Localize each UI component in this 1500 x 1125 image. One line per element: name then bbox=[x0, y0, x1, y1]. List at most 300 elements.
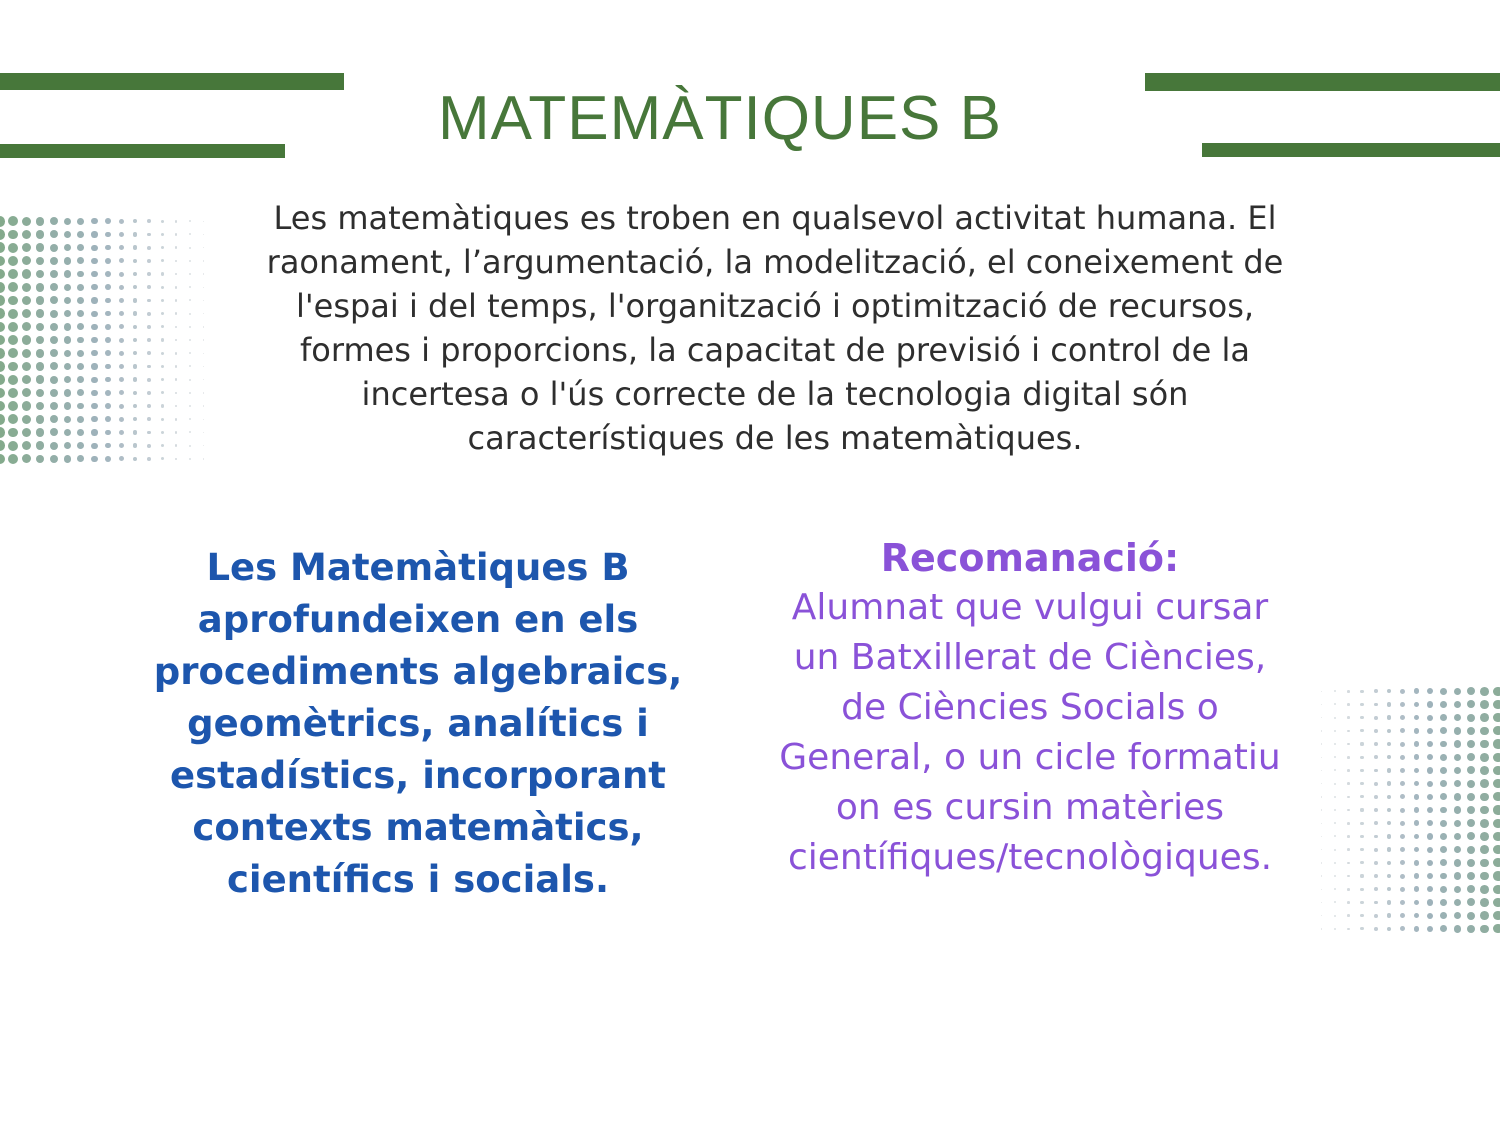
decorative-dot bbox=[1454, 793, 1461, 800]
decorative-dot bbox=[0, 322, 5, 333]
decorative-dot bbox=[1440, 767, 1447, 774]
decorative-dot bbox=[22, 349, 31, 358]
decorative-dot bbox=[50, 283, 58, 291]
decorative-dot bbox=[1321, 823, 1322, 824]
decorative-dot bbox=[22, 269, 31, 278]
decorative-dot bbox=[105, 298, 111, 304]
decorative-dot bbox=[8, 414, 18, 424]
decorative-dot bbox=[22, 388, 31, 397]
decorative-dot bbox=[133, 364, 137, 368]
decorative-dot bbox=[189, 299, 191, 301]
decorative-dot bbox=[133, 338, 137, 342]
decorative-dot bbox=[1360, 848, 1363, 851]
decorative-dot bbox=[50, 310, 58, 318]
intro-line: raonament, l’argumentació, la modelització, el coneixement de bbox=[266, 243, 1284, 281]
decorative-dot bbox=[105, 443, 111, 449]
decorative-dot bbox=[1414, 820, 1420, 826]
decorative-dot bbox=[147, 351, 151, 355]
decorative-dot bbox=[91, 231, 97, 237]
decorative-dot bbox=[1440, 912, 1447, 919]
decorative-dot bbox=[1454, 912, 1461, 919]
decorative-dot bbox=[91, 350, 97, 356]
decorative-dot bbox=[1440, 833, 1447, 840]
decorative-dot bbox=[189, 352, 191, 354]
decorative-dot bbox=[105, 377, 111, 383]
decorative-dot bbox=[161, 272, 164, 275]
decorative-dot bbox=[36, 243, 45, 252]
decorative-dot bbox=[189, 458, 191, 460]
decorative-dot bbox=[22, 309, 31, 318]
decorative-dot bbox=[64, 336, 71, 343]
decorative-dot bbox=[36, 455, 45, 464]
decorative-dot bbox=[8, 230, 18, 240]
decorative-dot bbox=[1440, 873, 1447, 880]
decorative-dot bbox=[1374, 848, 1378, 852]
decorative-dot bbox=[1493, 687, 1500, 696]
decorative-dot bbox=[1454, 846, 1461, 853]
decorative-dot bbox=[1414, 715, 1420, 721]
page-title: MATEMÀTIQUES B bbox=[437, 84, 1002, 153]
decorative-dot bbox=[1334, 796, 1336, 798]
decorative-dot bbox=[1387, 927, 1391, 931]
decorative-dot bbox=[50, 362, 58, 370]
decorative-dot bbox=[1480, 819, 1489, 828]
decorative-dot bbox=[1493, 845, 1500, 854]
decorative-dot bbox=[1347, 743, 1350, 746]
decorative-dot bbox=[1387, 887, 1391, 891]
decorative-dot bbox=[1347, 769, 1350, 772]
decorative-dot bbox=[50, 376, 58, 384]
decorative-dot bbox=[8, 309, 18, 319]
decorative-dot bbox=[175, 339, 178, 342]
decorative-dot bbox=[1414, 847, 1420, 853]
decorative-dot bbox=[189, 273, 191, 275]
decorative-dot bbox=[1400, 900, 1405, 905]
decorative-dot bbox=[64, 218, 71, 225]
decorative-dot bbox=[50, 270, 58, 278]
decorative-dot bbox=[64, 455, 71, 462]
decorative-dot bbox=[1387, 861, 1391, 865]
decorative-dot bbox=[105, 232, 111, 238]
decorative-dot bbox=[119, 377, 124, 382]
decorative-dot bbox=[1414, 781, 1420, 787]
decorative-dot bbox=[1334, 743, 1336, 745]
decorative-dot bbox=[119, 351, 124, 356]
decorative-dot bbox=[1414, 913, 1420, 919]
decorative-dot bbox=[1347, 875, 1350, 878]
decorative-dot bbox=[91, 218, 97, 224]
decorative-dot bbox=[1387, 913, 1391, 917]
decorative-dot bbox=[105, 416, 111, 422]
decorative-dot bbox=[1321, 836, 1322, 837]
decorative-dot bbox=[1414, 754, 1420, 760]
decorative-dot bbox=[91, 363, 97, 369]
decorative-dot bbox=[36, 296, 45, 305]
decorative-dot bbox=[147, 417, 151, 421]
decorative-dot bbox=[1493, 766, 1500, 775]
decorative-dot bbox=[91, 443, 97, 449]
decorative-dot bbox=[1414, 873, 1420, 879]
decorative-dot bbox=[1480, 793, 1489, 802]
decorative-dot bbox=[50, 455, 58, 463]
decorative-dot bbox=[147, 312, 151, 316]
decorative-dot bbox=[1400, 715, 1405, 720]
decorative-dot bbox=[77, 284, 84, 291]
decorative-dot bbox=[77, 337, 84, 344]
decorative-dot bbox=[1347, 703, 1350, 706]
decorative-dot bbox=[8, 375, 18, 385]
decorative-dot bbox=[1374, 795, 1378, 799]
decorative-dot bbox=[1400, 847, 1405, 852]
decorative-dot bbox=[119, 298, 124, 303]
decorative-dot bbox=[161, 259, 164, 262]
decorative-dot bbox=[1454, 859, 1461, 866]
decorative-dot bbox=[1427, 767, 1433, 773]
decorative-dot bbox=[91, 416, 97, 422]
decorative-dot bbox=[1347, 835, 1350, 838]
decorative-dot bbox=[77, 271, 84, 278]
decorative-dot bbox=[1400, 913, 1405, 918]
decorative-dot bbox=[1440, 807, 1447, 814]
decorative-dot bbox=[119, 430, 124, 435]
decorative-dot bbox=[1360, 822, 1363, 825]
decorative-dot bbox=[175, 378, 178, 381]
decorative-dot bbox=[1374, 901, 1378, 905]
decorative-dot bbox=[1334, 717, 1336, 719]
decorative-dot bbox=[1400, 887, 1405, 892]
decorative-dot bbox=[8, 388, 18, 398]
decorative-dot bbox=[1493, 753, 1500, 762]
decorative-dot bbox=[36, 230, 45, 239]
decorative-dot bbox=[8, 243, 18, 253]
decorative-dot bbox=[1334, 783, 1336, 785]
decorative-dot bbox=[36, 402, 45, 411]
recommendation-heading: Recomanació: bbox=[880, 536, 1180, 580]
decorative-dot bbox=[1427, 913, 1433, 919]
decorative-dot bbox=[1480, 806, 1489, 815]
decorative-dot bbox=[0, 295, 5, 306]
decorative-dot bbox=[1467, 700, 1475, 708]
decorative-dot bbox=[22, 454, 31, 463]
decorative-dot bbox=[175, 220, 178, 223]
decorative-dot bbox=[161, 365, 164, 368]
decorative-dot bbox=[1334, 703, 1336, 705]
decorative-dot bbox=[189, 431, 191, 433]
decorative-dot bbox=[77, 297, 84, 304]
decorative-dot bbox=[161, 444, 164, 447]
decorative-dot bbox=[119, 364, 124, 369]
decorative-dot bbox=[77, 244, 84, 251]
decorative-dot bbox=[119, 245, 124, 250]
decorative-dot bbox=[50, 296, 58, 304]
decorative-dot bbox=[1414, 886, 1420, 892]
decorative-dot bbox=[1347, 782, 1350, 785]
decorative-dot bbox=[0, 374, 5, 385]
decorative-dot bbox=[1480, 727, 1489, 736]
decorative-dot bbox=[1334, 756, 1336, 758]
decorative-dot bbox=[147, 404, 151, 408]
recommendation-line: on es cursin matèries bbox=[835, 787, 1225, 828]
intro-line: incertesa o l'ús correcte de la tecnologia digital són bbox=[361, 375, 1189, 413]
decorative-dot bbox=[147, 259, 151, 263]
intro-line: Les matemàtiques es troben en qualsevol activitat humana. El bbox=[273, 199, 1277, 237]
decorative-dot bbox=[1347, 822, 1350, 825]
decorative-dot bbox=[1400, 702, 1405, 707]
decorative-dot bbox=[1347, 690, 1350, 693]
decorative-dot bbox=[1347, 730, 1350, 733]
decorative-dot bbox=[1454, 701, 1461, 708]
decorative-dot bbox=[119, 443, 124, 448]
decorative-dot bbox=[1440, 754, 1447, 761]
decorative-dot bbox=[133, 443, 137, 447]
decorative-dot bbox=[1360, 795, 1363, 798]
decorative-dot bbox=[189, 339, 191, 341]
recommendation-line: científiques/tecnològiques. bbox=[787, 837, 1273, 878]
decorative-dot bbox=[1347, 756, 1350, 759]
decorative-dot bbox=[161, 338, 164, 341]
decorative-dot bbox=[1321, 691, 1322, 692]
decorative-dot bbox=[1480, 925, 1489, 934]
decorative-dot bbox=[1493, 898, 1500, 907]
decorative-dot bbox=[64, 323, 71, 330]
decorative-dot bbox=[1480, 779, 1489, 788]
decorative-dot bbox=[1374, 782, 1378, 786]
decorative-dot bbox=[1414, 926, 1420, 932]
decorative-dot bbox=[64, 231, 71, 238]
decorative-dot bbox=[147, 219, 151, 223]
decorative-dot bbox=[64, 244, 71, 251]
decorative-dot bbox=[147, 431, 151, 435]
decorative-dot bbox=[22, 230, 31, 239]
decorative-dot bbox=[91, 337, 97, 343]
decorative-dot bbox=[133, 245, 137, 249]
decorative-dot bbox=[1454, 806, 1461, 813]
decorative-dot bbox=[119, 285, 124, 290]
decorative-dot bbox=[1480, 832, 1489, 841]
decorative-dot bbox=[189, 220, 191, 222]
description-line: estadístics, incorporant bbox=[170, 754, 666, 797]
decorative-dot bbox=[1321, 717, 1322, 718]
subject-description bbox=[128, 542, 708, 906]
decorative-dot bbox=[1427, 715, 1433, 721]
intro-line: característiques de les matemàtiques. bbox=[467, 419, 1083, 457]
decorative-dot bbox=[77, 429, 84, 436]
decorative-dot bbox=[1427, 807, 1433, 813]
decorative-dot bbox=[1360, 703, 1363, 706]
decorative-dot bbox=[0, 229, 5, 240]
decorative-dot bbox=[1454, 886, 1461, 893]
decorative-dot bbox=[133, 404, 137, 408]
decorative-dot bbox=[91, 429, 97, 435]
decorative-dot bbox=[77, 455, 84, 462]
decorative-dot bbox=[36, 375, 45, 384]
decorative-dot bbox=[119, 311, 124, 316]
decorative-dot bbox=[1454, 754, 1461, 761]
decorative-dot bbox=[147, 365, 151, 369]
decorative-dot bbox=[1480, 911, 1489, 920]
decorative-dot bbox=[22, 283, 31, 292]
decorative-dot bbox=[175, 260, 178, 263]
decorative-dot bbox=[133, 457, 137, 461]
decorative-dot bbox=[189, 233, 191, 235]
decorative-dot bbox=[1334, 928, 1336, 930]
decorative-dot bbox=[1321, 889, 1322, 890]
decorative-dot bbox=[189, 286, 191, 288]
decorative-dot bbox=[1427, 847, 1433, 853]
decorative-dot bbox=[64, 442, 71, 449]
decorative-dot bbox=[64, 270, 71, 277]
decorative-dot bbox=[1400, 781, 1405, 786]
decorative-dot bbox=[1360, 901, 1363, 904]
decorative-dot bbox=[1360, 690, 1363, 693]
decorative-dot bbox=[22, 401, 31, 410]
decorative-dot bbox=[1360, 835, 1363, 838]
decorative-dot bbox=[50, 257, 58, 265]
decorative-dot bbox=[1467, 727, 1475, 735]
decorative-dot bbox=[1387, 795, 1391, 799]
decorative-dot bbox=[1321, 704, 1322, 705]
decorative-dot bbox=[105, 337, 111, 343]
decorative-dot bbox=[189, 392, 191, 394]
decorative-dot bbox=[161, 286, 164, 289]
decorative-dot bbox=[50, 428, 58, 436]
decorative-dot bbox=[1334, 915, 1336, 917]
decorative-dot bbox=[1467, 806, 1475, 814]
decorative-dot bbox=[133, 417, 137, 421]
decorative-dot bbox=[161, 431, 164, 434]
decorative-dot bbox=[50, 402, 58, 410]
decorative-dot bbox=[22, 335, 31, 344]
decorative-dot bbox=[161, 312, 164, 315]
decorative-dot bbox=[1387, 874, 1391, 878]
decorative-dot bbox=[1321, 743, 1322, 744]
decorative-dot bbox=[1347, 928, 1350, 931]
decorative-dot bbox=[1400, 755, 1405, 760]
decorative-dot bbox=[1467, 793, 1475, 801]
decorative-dot bbox=[1467, 898, 1475, 906]
decorative-dot bbox=[1321, 783, 1322, 784]
decorative-dot bbox=[175, 418, 178, 421]
decorative-dot bbox=[91, 271, 97, 277]
decorative-dot bbox=[22, 415, 31, 424]
decorative-dot bbox=[133, 232, 137, 236]
decorative-dot bbox=[1347, 862, 1350, 865]
decorative-dot bbox=[1414, 794, 1420, 800]
decorative-dot bbox=[1387, 781, 1391, 785]
decorative-dot bbox=[1400, 728, 1405, 733]
decorative-dot bbox=[8, 322, 18, 332]
decorative-dot bbox=[0, 256, 5, 267]
decorative-dot bbox=[77, 231, 84, 238]
decorative-dot bbox=[1414, 768, 1420, 774]
decorative-dot bbox=[1467, 740, 1475, 748]
decorative-dot bbox=[77, 218, 84, 225]
decorative-dot bbox=[1334, 690, 1336, 692]
decorative-dot bbox=[77, 376, 84, 383]
decorative-dot bbox=[1374, 769, 1378, 773]
decorative-dot bbox=[1321, 796, 1322, 797]
description-line: Les Matemàtiques B bbox=[206, 546, 630, 589]
decorative-dot bbox=[147, 246, 151, 250]
decorative-dot bbox=[1414, 728, 1420, 734]
decorative-dot bbox=[77, 389, 84, 396]
decorative-dot bbox=[64, 257, 71, 264]
decorative-dot bbox=[36, 336, 45, 345]
decorative-dot bbox=[36, 428, 45, 437]
decorative-dot bbox=[0, 427, 5, 438]
decorative-dot bbox=[1374, 689, 1378, 693]
decorative-dot bbox=[1387, 821, 1391, 825]
decorative-dot bbox=[1374, 874, 1378, 878]
decorative-dot bbox=[1467, 714, 1475, 722]
decorative-dot bbox=[119, 404, 124, 409]
decorative-dot bbox=[0, 401, 5, 412]
decorative-dot bbox=[1400, 926, 1405, 931]
decorative-dot bbox=[22, 296, 31, 305]
decorative-dot bbox=[1427, 794, 1433, 800]
decorative-dot bbox=[50, 389, 58, 397]
decorative-dot bbox=[22, 375, 31, 384]
decorative-dot bbox=[1427, 741, 1433, 747]
decorative-dot bbox=[189, 365, 191, 367]
decorative-dot bbox=[36, 349, 45, 358]
decorative-dot bbox=[1480, 700, 1489, 709]
decorative-dot bbox=[133, 325, 137, 329]
decorative-dot bbox=[1400, 808, 1405, 813]
intro-line: formes i proporcions, la capacitat de previsió i control de la bbox=[300, 331, 1250, 369]
decorative-dot bbox=[1400, 742, 1405, 747]
decorative-dot bbox=[175, 352, 178, 355]
decorative-dot bbox=[1467, 753, 1475, 761]
decorative-dot bbox=[1347, 796, 1350, 799]
decorative-dot bbox=[1427, 820, 1433, 826]
decorative-dot bbox=[1493, 739, 1500, 748]
decorative-dot bbox=[77, 257, 84, 264]
decorative-dot bbox=[161, 391, 164, 394]
decorative-dot bbox=[133, 430, 137, 434]
decorative-dot bbox=[0, 440, 5, 451]
decorative-dot bbox=[1440, 899, 1447, 906]
decorative-dot bbox=[1440, 714, 1447, 721]
decorative-dot bbox=[1387, 742, 1391, 746]
decorative-dot bbox=[8, 362, 18, 372]
decorative-dot bbox=[1480, 753, 1489, 762]
decorative-dot bbox=[161, 457, 164, 460]
decorative-dot bbox=[1374, 887, 1378, 891]
decorative-dot bbox=[1321, 928, 1322, 929]
decorative-dot bbox=[1347, 848, 1350, 851]
decorative-dot bbox=[105, 350, 111, 356]
decorative-dot bbox=[77, 403, 84, 410]
decorative-dot bbox=[105, 403, 111, 409]
description-line: geomètrics, analítics i bbox=[187, 702, 649, 745]
decorative-dot bbox=[77, 350, 84, 357]
decorative-dot bbox=[1360, 782, 1363, 785]
decorative-dot bbox=[1467, 859, 1475, 867]
decorative-dot bbox=[119, 324, 124, 329]
decorative-dot bbox=[50, 217, 58, 225]
decorative-dot bbox=[1414, 807, 1420, 813]
decorative-dot bbox=[161, 246, 164, 249]
decorative-dot bbox=[1374, 755, 1378, 759]
decorative-dot bbox=[1334, 809, 1336, 811]
decorative-dot bbox=[1480, 885, 1489, 894]
decorative-dot bbox=[161, 418, 164, 421]
decorative-dot bbox=[161, 352, 164, 355]
decorative-dot bbox=[36, 283, 45, 292]
decorative-dot bbox=[1374, 716, 1378, 720]
decorative-dot bbox=[91, 456, 97, 462]
